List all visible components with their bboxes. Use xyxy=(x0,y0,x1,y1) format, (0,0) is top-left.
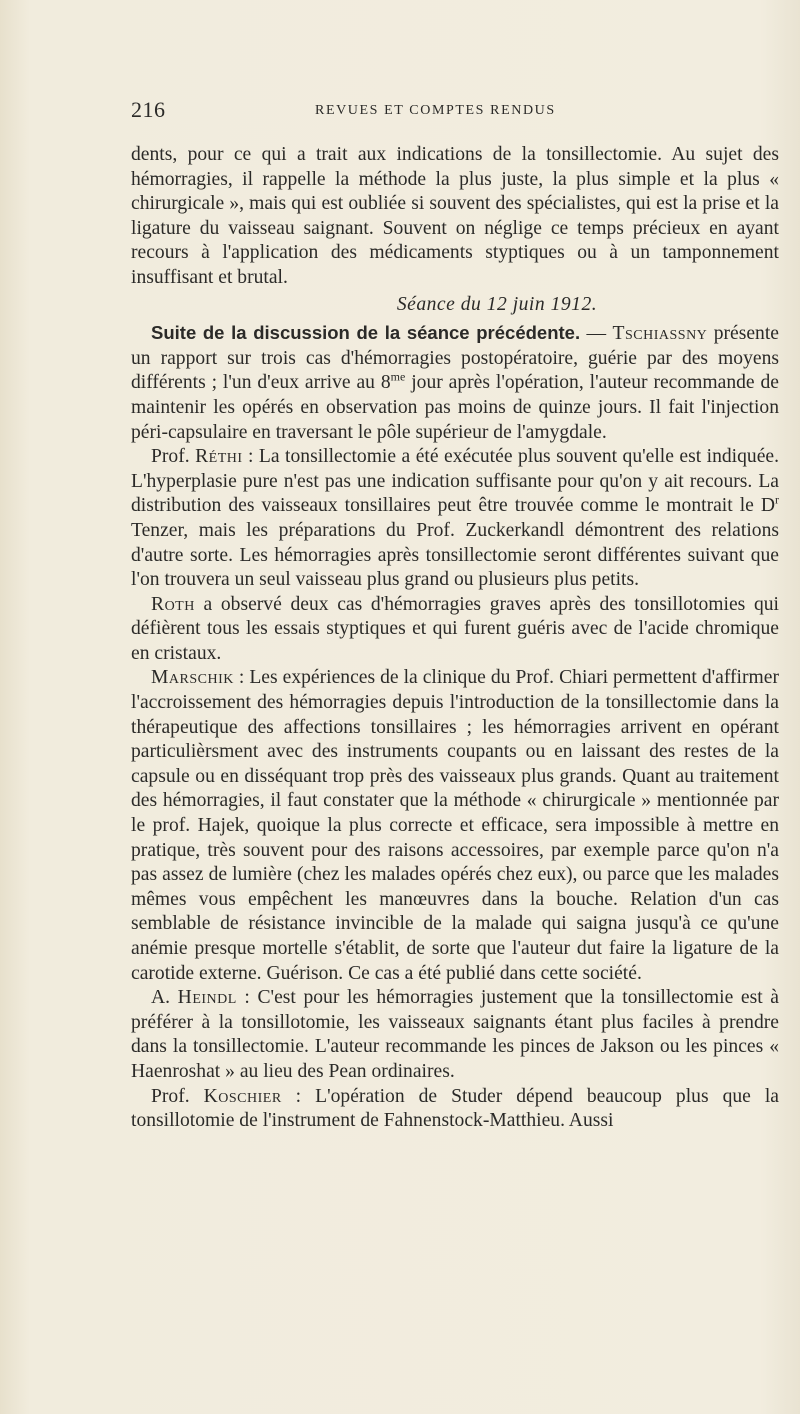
body-text xyxy=(131,143,779,1134)
paragraph-marschik: Marschik : Les expériences de la clinique du Prof. Chiari permettent d'affirmer l'accroissement des hémorragies depuis l'introduction de la tonsillectomie dans la thérapeutique des affections tonsillaires ; les hémorragies arrivent en opérant particulièrsment avec des instruments coupants ou en laissant des restes de la capsule ou en disséquant trop près des vaisseaux plus grands. Quant au traitement des hémorragies, il faut constater que la méthode « chirurgicale » mentionnée par le prof. Hajek, quoique la plus correcte et efficace, sera impossible à mettre en pratique, très souvent pour des raisons accessoires, par exemple parce qu'on n'a pas assez de lumière (chez les malades opérés chez eux), ou parce que les malades mêmes vous empêchent les manœuvres dans la bouche. Relation d'un cas semblable de résistance invincible de la malade qui saigna jusqu'à ce qu'une anémie presque mortelle s'établit, de sorte que l'auteur dut faire la ligature de la carotide externe. Guérison. Ce cas a été publié dans cette société. xyxy=(131,667,779,984)
paragraph-heindl: A. Heindl : C'est pour les hémorragies justement que la tonsillectomie est à préférer à la tonsillotomie, les vaisseaux saignants étant plus faciles à prendre dans la tonsillectomie. L'auteur recommande les pinces de Jakson ou les pinces « Haenroshat » au lieu des Pean ordinaires. xyxy=(131,987,779,1082)
paragraph-koschier: Prof. Koschier : L'opération de Studer dépend beaucoup plus que la tonsillotomie de l'instrument de Fahnenstock-Matthieu. Aussi xyxy=(131,1085,779,1132)
paragraph-rethi: Prof. Réthi : La tonsillectomie a été exécutée plus souvent qu'elle est indiquée. L'hyperplasie pure n'est pas une indication suffisante pour qu'on y ait recours. La distribution des vaisseaux tonsillaires peut être trouvée comme le montrait le $D^r$ Tenzer, mais les préparations du Prof. Zuckerkandl démontrent des relations d'autre sorte. Les hémorragies après tonsillectomie seront différentes suivant que l'on trouvera un seul vaisseau plus grand ou plusieurs plus petits. xyxy=(131,446,779,591)
paragraph-continued: dents, pour ce qui a trait aux indications de la tonsillectomie. Au sujet des hémorragies, il rappelle la méthode la plus juste, la plus simple et la plus « chirurgicale », mais qui est oubliée si souvent des spécialistes, qui est la prise et la ligature du vaisseau saignant. Souvent on néglige ce temps précieux en ayant recours à l'application des médicaments styptiques ou à un tamponnement insuffisant et brutal. xyxy=(131,144,779,288)
author-name: Tschiassny xyxy=(612,323,708,345)
author-name: Koschier xyxy=(203,1085,282,1107)
page-number: 216 xyxy=(131,97,166,122)
page-header xyxy=(131,97,779,127)
author-name: Marschik xyxy=(151,667,234,689)
author-name: Heindl xyxy=(177,987,237,1009)
discussion-title: Suite de la discussion de la séance précédente. xyxy=(151,322,581,344)
session-heading: Séance du 12 juin 1912. xyxy=(396,293,598,315)
paragraph-roth: Roth a observé deux cas d'hémorragies graves après des tonsillotomies qui défièrent tous les essais styptiques et qui furent guéris avec de l'acide chromique en cristaux. xyxy=(131,593,779,664)
paragraph-tschiassny: Suite de la discussion de la séance précédente. — Tschiassny présente un rapport sur trois cas d'hémorragies postopératoire, guérie par des moyens différents ; l'un d'eux arrive au $8^{me}$ jour après l'opération, l'auteur recommande de maintenir les opérés en observation pas moins de quinze jours. Il fait l'injection péri-capsulaire en traversant le pôle supérieur de l'amygdale. xyxy=(131,322,779,443)
author-name: Roth xyxy=(151,593,195,615)
author-name: Réthi xyxy=(195,446,243,468)
running-title: REVUES ET COMPTES RENDUS xyxy=(315,103,556,118)
